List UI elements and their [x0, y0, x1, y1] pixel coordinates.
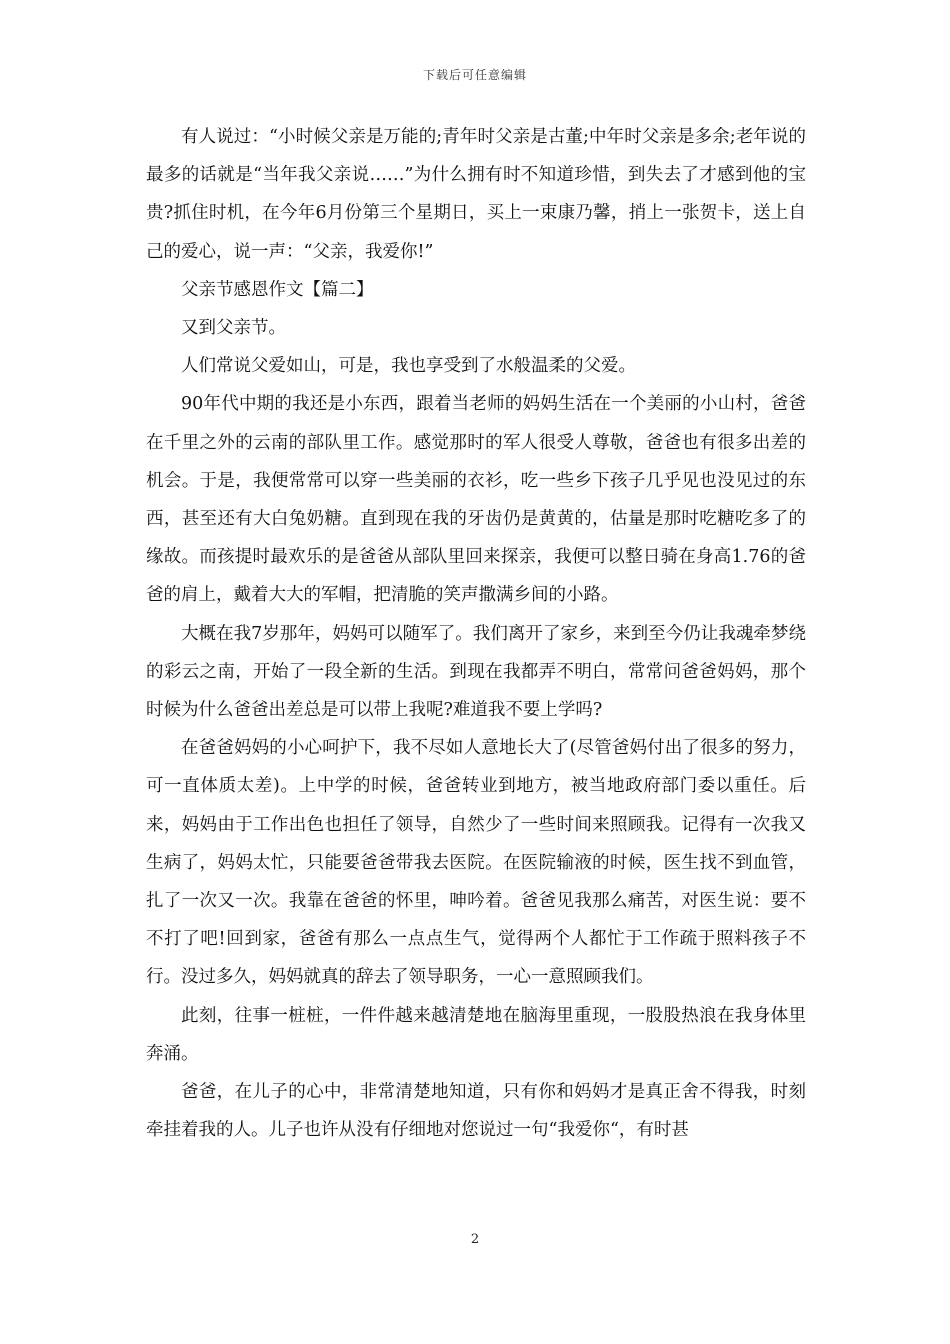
paragraph-childhood: 90年代中期的我还是小东西，跟着当老师的妈妈生活在一个美丽的小山村，爸爸在千里之外的云南的部队里工作。感觉那时的军人很受人尊敬，爸爸也有很多出差的机会。于是，我便常常可以穿一些美丽的衣衫，吃一些乡下孩子几乎见也没见过的东西，甚至还有大白兔奶糖。直到现在我的牙齿仍是黄黄的，估量是那时吃糖吃多了的缘故。而孩提时最欢乐的是爸爸从部队里回来探亲，我便可以整日骑在身高1.76的爸爸的肩上，戴着大大的军帽，把清脆的笑声撒满乡间的小路。 — [146, 394, 806, 606]
paragraph-growing-up: 在爸爸妈妈的小心呵护下，我不尽如人意地长大了(尽管爸妈付出了很多的努力，可一直体质太差)。上中学的时候，爸爸转业到地方，被当地政府部门委以重任。后来，妈妈由于工作出色也担任了领导，自然少了一些时间来照顾我。记得有一次我又生病了，妈妈太忙，只能要爸爸带我去医院。在医院输液的时候，医生找不到血管，扎了一次又一次。我靠在爸爸的怀里，呻吟着。爸爸见我那么痛苦，对医生说：要不不打了吧!回到家，爸爸有那么一点点生气，觉得两个人都忙于工作疏于照料孩子不行。没过多久，妈妈就真的辞去了领导职务，一心一意照顾我们。 — [146, 738, 806, 988]
document-body — [146, 118, 806, 1149]
page-number: 2 — [470, 1232, 480, 1247]
paragraph-intro: 又到父亲节。 — [181, 318, 286, 339]
paragraph-father-quote: 有人说过：“小时候父亲是万能的;青年时父亲是古董;中年时父亲是多余;老年说的最多的话就是“当年我父亲说……”为什么拥有时不知道珍惜，到失去了才感到他的宝贵?抓住时机，在今年6月份第三个星期日，买上一束康乃馨，捎上一张贺卡，送上自己的爱心，说一声：“父亲，我爱你!” — [146, 127, 806, 262]
paragraph-dad: 爸爸，在儿子的心中，非常清楚地知道，只有你和妈妈才是真正舍不得我，时刻牵挂着我的人。儿子也许从没有仔细地对您说过一句“我爱你“，有时甚 — [146, 1082, 806, 1141]
paragraph-memories: 此刻，往事一桩桩，一件件越来越清楚地在脑海里重现，一股股热浪在我身体里奔涌。 — [146, 1005, 806, 1064]
paragraph-fatherly-love: 人们常说父爱如山，可是，我也享受到了水般温柔的父爱。 — [181, 356, 636, 377]
page-header: 下载后可任意编辑 — [422, 68, 527, 82]
section-heading: 父亲节感恩作文【篇二】 — [181, 279, 374, 300]
paragraph-moving: 大概在我7岁那年，妈妈可以随军了。我们离开了家乡，来到至今仍让我魂牵梦绕的彩云之南，开始了一段全新的生活。到现在我都弄不明白，常常问爸爸妈妈，那个时候为什么爸爸出差总是可以带上我呢?难道我不要上学吗? — [146, 623, 806, 721]
